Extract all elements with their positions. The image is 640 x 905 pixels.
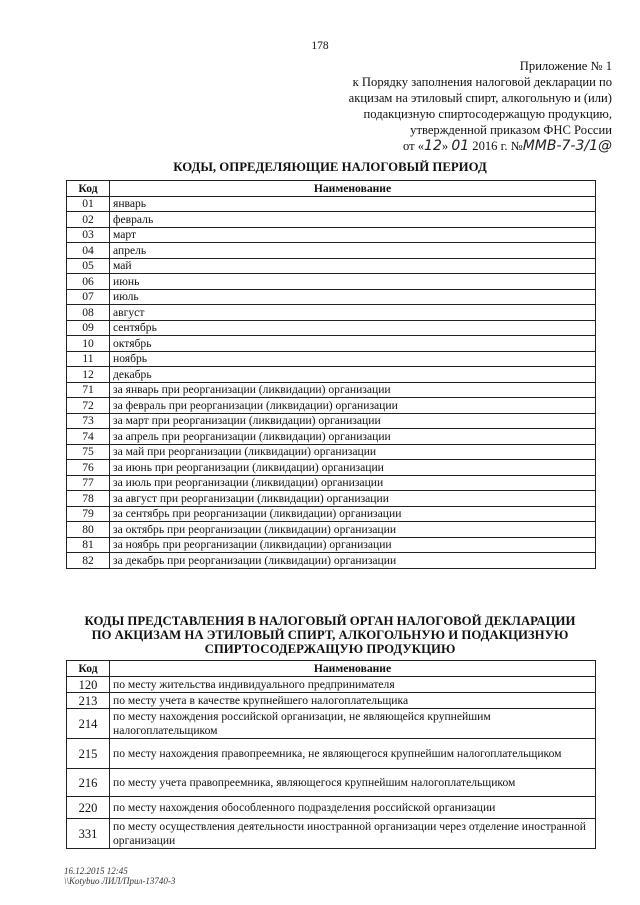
table-row bbox=[67, 351, 596, 367]
row-name: апрель bbox=[110, 243, 596, 259]
table-row bbox=[67, 274, 596, 290]
table-row bbox=[67, 196, 596, 212]
row-name: за январь при реорганизации (ликвидации) организации bbox=[110, 382, 596, 398]
heading-line: ПО АКЦИЗАМ НА ЭТИЛОВЫЙ СПИРТ, АЛКОГОЛЬНУЮ И ПОДАКЦИЗНУЮ bbox=[91, 628, 569, 642]
table-row bbox=[67, 739, 596, 769]
submission-codes-heading bbox=[60, 614, 600, 656]
table-row bbox=[67, 336, 596, 352]
row-code: 10 bbox=[67, 336, 110, 352]
table-row bbox=[67, 320, 596, 336]
table-row bbox=[67, 537, 596, 553]
row-code: 03 bbox=[67, 227, 110, 243]
row-name: июль bbox=[110, 289, 596, 305]
row-name: за май при реорганизации (ликвидации) организации bbox=[110, 444, 596, 460]
table-row bbox=[67, 553, 596, 569]
row-name: за декабрь при реорганизации (ликвидации) организации bbox=[110, 553, 596, 569]
table-row bbox=[67, 444, 596, 460]
row-code: 216 bbox=[67, 769, 110, 797]
appendix-title: Приложение № 1 bbox=[519, 59, 612, 73]
table-row bbox=[67, 491, 596, 507]
table-row bbox=[67, 429, 596, 445]
row-code: 120 bbox=[67, 677, 110, 693]
table-row bbox=[67, 398, 596, 414]
row-name: за июль при реорганизации (ликвидации) организации bbox=[110, 475, 596, 491]
row-code: 07 bbox=[67, 289, 110, 305]
col-name-header: Наименование bbox=[110, 661, 596, 677]
row-name: ноябрь bbox=[110, 351, 596, 367]
table-row bbox=[67, 243, 596, 259]
row-code: 11 bbox=[67, 351, 110, 367]
col-name-header: Наименование bbox=[110, 181, 596, 197]
row-code: 01 bbox=[67, 196, 110, 212]
appendix-line: акцизам на этиловый спирт, алкогольную и (или) bbox=[348, 91, 612, 105]
col-code-header: Код bbox=[67, 661, 110, 677]
row-code: 08 bbox=[67, 305, 110, 321]
row-name: за апрель при реорганизации (ликвидации) организации bbox=[110, 429, 596, 445]
table-row bbox=[67, 769, 596, 797]
page-number: 178 bbox=[311, 40, 329, 52]
row-code: 76 bbox=[67, 460, 110, 476]
row-name: за ноябрь при реорганизации (ликвидации) организации bbox=[110, 537, 596, 553]
row-name: февраль bbox=[110, 212, 596, 228]
row-name: декабрь bbox=[110, 367, 596, 383]
row-name: за март при реорганизации (ликвидации) организации bbox=[110, 413, 596, 429]
appendix-block bbox=[312, 58, 612, 154]
appendix-line: подакцизную спиртосодержащую продукцию, bbox=[363, 107, 612, 121]
table-row bbox=[67, 693, 596, 709]
row-code: 06 bbox=[67, 274, 110, 290]
row-name: январь bbox=[110, 196, 596, 212]
table-row bbox=[67, 709, 596, 739]
appendix-line: утвержденной приказом ФНС России bbox=[410, 123, 612, 137]
row-code: 72 bbox=[67, 398, 110, 414]
row-name: по месту жительства индивидуального предпринимателя bbox=[110, 677, 596, 693]
table-row bbox=[67, 506, 596, 522]
row-code: 78 bbox=[67, 491, 110, 507]
appendix-line: к Порядку заполнения налоговой декларации по bbox=[352, 75, 612, 89]
table-row bbox=[67, 819, 596, 849]
row-code: 77 bbox=[67, 475, 110, 491]
table-row bbox=[67, 305, 596, 321]
row-name: по месту учета правопреемника, являющегося крупнейшим налогоплательщиком bbox=[110, 769, 596, 797]
row-name: за июнь при реорганизации (ликвидации) организации bbox=[110, 460, 596, 476]
row-name: май bbox=[110, 258, 596, 274]
row-code: 213 bbox=[67, 693, 110, 709]
row-name: за август при реорганизации (ликвидации) организации bbox=[110, 491, 596, 507]
row-code: 75 bbox=[67, 444, 110, 460]
handwritten-order-number: ММВ-7-3/1@ bbox=[522, 138, 612, 154]
table-row bbox=[67, 460, 596, 476]
row-code: 09 bbox=[67, 320, 110, 336]
col-code-header: Код bbox=[67, 181, 110, 197]
handwritten-day: 12 bbox=[424, 138, 442, 154]
row-name: по месту нахождения обособленного подразделения российской организации bbox=[110, 797, 596, 819]
row-name: по месту нахождения правопреемника, не являющегося крупнейшим налогоплательщиком bbox=[110, 739, 596, 769]
row-code: 12 bbox=[67, 367, 110, 383]
table-row bbox=[67, 475, 596, 491]
row-code: 82 bbox=[67, 553, 110, 569]
footer-timestamp: 16.12.2015 12:45 bbox=[64, 866, 128, 876]
submission-codes-table bbox=[66, 660, 596, 849]
date-prefix: от « bbox=[402, 139, 425, 153]
row-code: 73 bbox=[67, 413, 110, 429]
row-code: 81 bbox=[67, 537, 110, 553]
table-row bbox=[67, 227, 596, 243]
row-name: по месту учета в качестве крупнейшего налогоплательщика bbox=[110, 693, 596, 709]
row-name: март bbox=[110, 227, 596, 243]
row-code: 331 bbox=[67, 819, 110, 849]
row-code: 80 bbox=[67, 522, 110, 538]
row-name: июнь bbox=[110, 274, 596, 290]
row-code: 220 bbox=[67, 797, 110, 819]
row-name: за октябрь при реорганизации (ликвидации) организации bbox=[110, 522, 596, 538]
table-row bbox=[67, 212, 596, 228]
table-row bbox=[67, 367, 596, 383]
table-row bbox=[67, 413, 596, 429]
row-name: по месту нахождения российской организации, не являющейся крупнейшим налогоплательщиком bbox=[110, 709, 596, 739]
row-name: август bbox=[110, 305, 596, 321]
date-mid: » bbox=[441, 139, 452, 153]
row-name: октябрь bbox=[110, 336, 596, 352]
row-code: 79 bbox=[67, 506, 110, 522]
row-name: за сентябрь при реорганизации (ликвидации) организации bbox=[110, 506, 596, 522]
appendix-date-line bbox=[312, 138, 612, 154]
row-code: 74 bbox=[67, 429, 110, 445]
row-name: по месту осуществления деятельности иностранной организации через отделение иностранной организации bbox=[110, 819, 596, 849]
row-code: 214 bbox=[67, 709, 110, 739]
table-row bbox=[67, 258, 596, 274]
table-row bbox=[67, 289, 596, 305]
table-row bbox=[67, 677, 596, 693]
table-row bbox=[67, 522, 596, 538]
tax-period-codes-table bbox=[66, 180, 596, 569]
footer-file-path: \\Kotybuo ЛИЛ/Прил-13740-3 bbox=[64, 876, 176, 886]
row-code: 71 bbox=[67, 382, 110, 398]
heading-line: КОДЫ ПРЕДСТАВЛЕНИЯ В НАЛОГОВЫЙ ОРГАН НАЛОГОВОЙ ДЕКЛАРАЦИИ bbox=[84, 614, 576, 628]
row-code: 04 bbox=[67, 243, 110, 259]
row-name: за февраль при реорганизации (ликвидации) организации bbox=[110, 398, 596, 414]
table-row bbox=[67, 797, 596, 819]
row-code: 05 bbox=[67, 258, 110, 274]
row-code: 02 bbox=[67, 212, 110, 228]
date-year: 2016 г. № bbox=[469, 139, 523, 153]
tax-period-heading: КОДЫ, ОПРЕДЕЛЯЮЩИЕ НАЛОГОВЫЙ ПЕРИОД bbox=[173, 160, 487, 174]
table-row bbox=[67, 382, 596, 398]
footer-stamp bbox=[64, 866, 175, 886]
handwritten-month: 01 bbox=[451, 138, 470, 154]
row-code: 215 bbox=[67, 739, 110, 769]
heading-line: СПИРТОСОДЕРЖАЩУЮ ПРОДУКЦИЮ bbox=[204, 642, 456, 656]
row-name: сентябрь bbox=[110, 320, 596, 336]
